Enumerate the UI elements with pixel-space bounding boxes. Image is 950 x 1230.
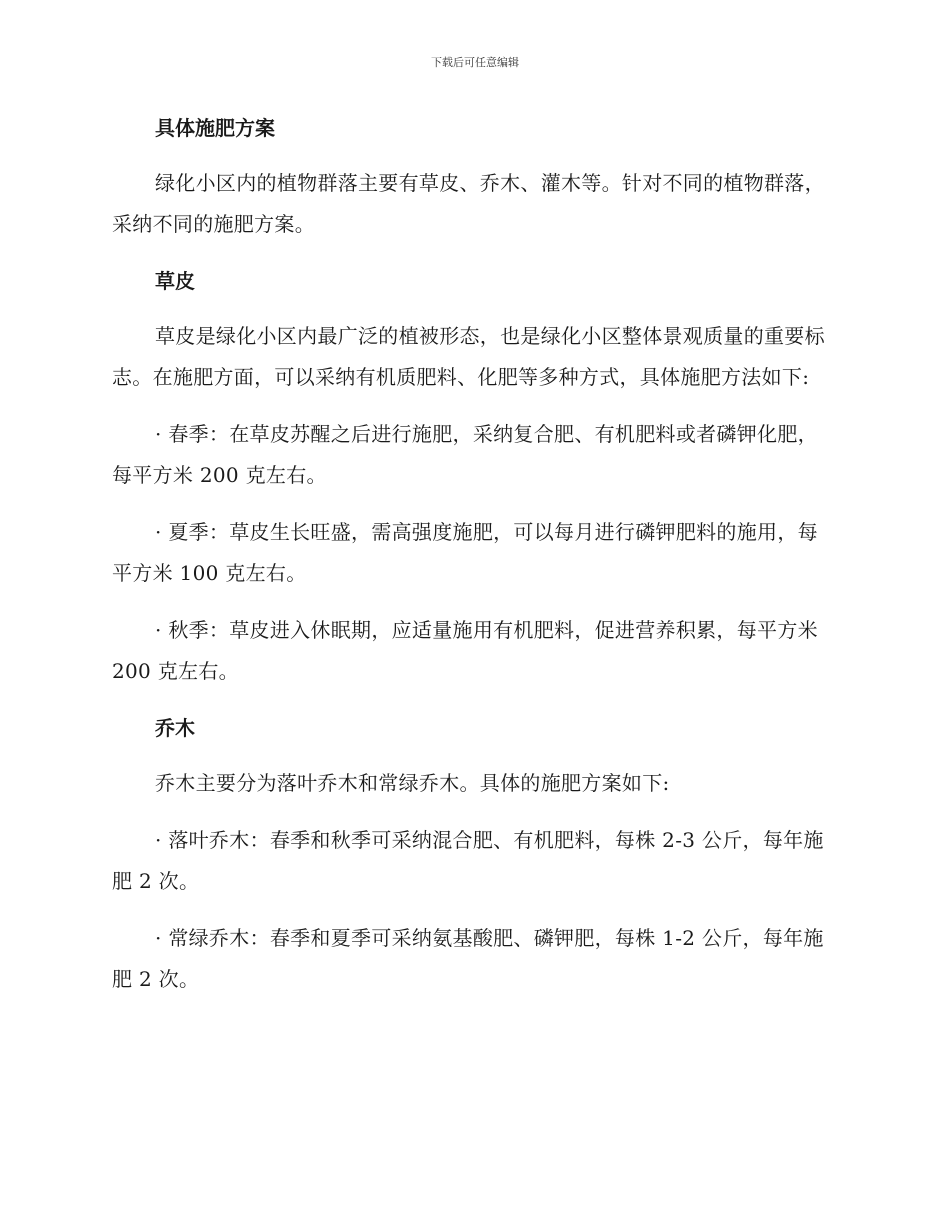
section-heading-trees: 乔木 <box>155 716 195 740</box>
paragraph-grass-intro: 草皮是绿化小区内最广泛的植被形态，也是绿化小区整体景观质量的重要标志。在施肥方面，可以采纳有机质肥料、化肥等多种方式，具体施肥方法如下: <box>112 324 825 389</box>
paragraph-trees-intro: 乔木主要分为落叶乔木和常绿乔木。具体的施肥方案如下: <box>155 771 670 795</box>
document-body <box>112 108 838 1000</box>
section-heading-plan: 具体施肥方案 <box>155 116 275 140</box>
paragraph-intro: 绿化小区内的植物群落主要有草皮、乔木、灌木等。针对不同的植物群落，采纳不同的施肥方案。 <box>112 171 825 236</box>
list-item-grass-spring: · 春季：在草皮苏醒之后进行施肥，采纳复合肥、有机肥料或者磷钾化肥，每平方米 200 克左右。 <box>112 422 818 487</box>
list-item-tree-evergreen: · 常绿乔木：春季和夏季可采纳氨基酸肥、磷钾肥，每株 1-2 公斤，每年施肥 2 次。 <box>112 926 824 991</box>
page-header: 下载后可任意编辑 <box>431 56 519 69</box>
section-heading-grass: 草皮 <box>155 269 195 293</box>
list-item-grass-summer: · 夏季：草皮生长旺盛，需高强度施肥，可以每月进行磷钾肥料的施用，每平方米 100 克左右。 <box>112 520 818 585</box>
list-item-grass-autumn: · 秋季：草皮进入休眠期，应适量施用有机肥料，促进营养积累，每平方米 200 克左右。 <box>112 618 818 683</box>
list-item-tree-deciduous: · 落叶乔木：春季和秋季可采纳混合肥、有机肥料，每株 2-3 公斤，每年施肥 2 次。 <box>112 828 824 893</box>
